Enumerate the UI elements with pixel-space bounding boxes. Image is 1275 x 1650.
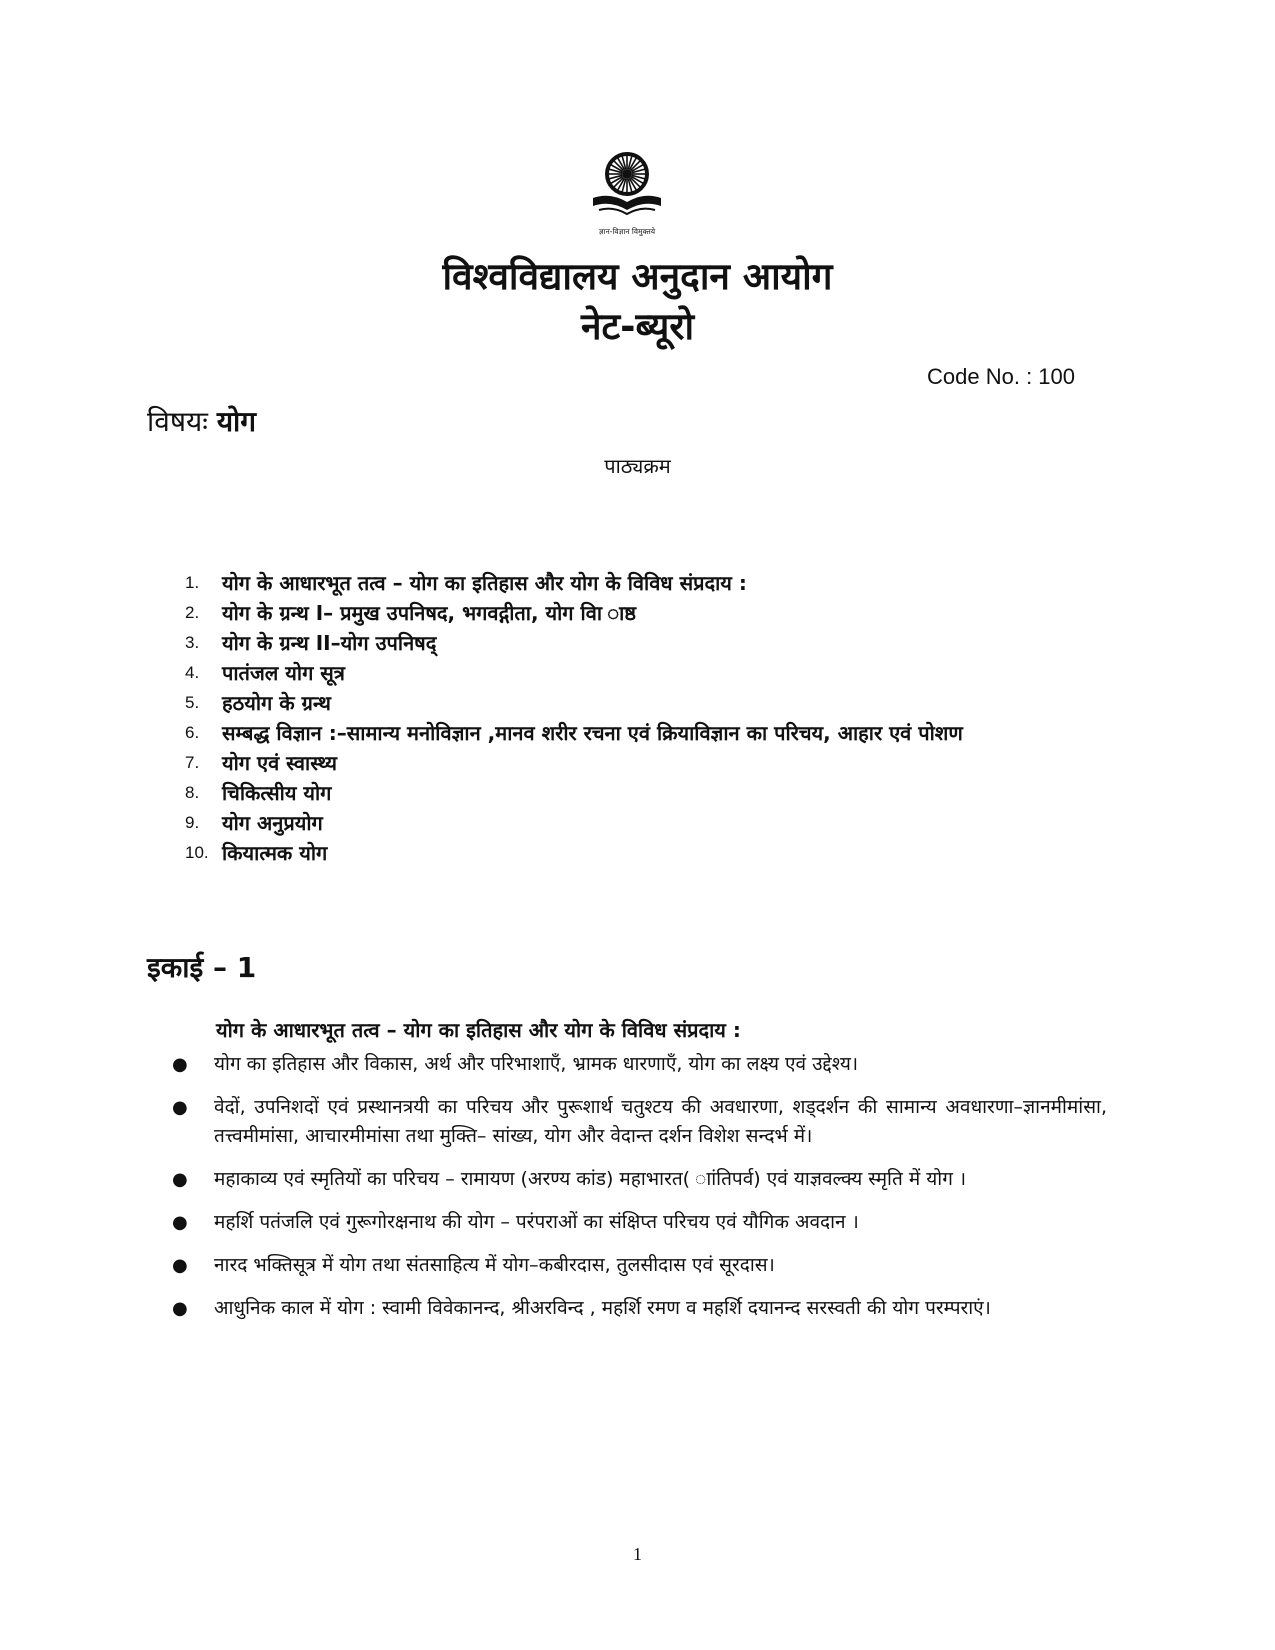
subject-value: योग <box>216 405 257 438</box>
outline-item <box>185 658 1105 688</box>
outline-number: 8. <box>185 783 200 802</box>
outline-item <box>185 688 1105 718</box>
ugc-logo <box>577 148 677 240</box>
topic-item <box>172 1251 1107 1280</box>
outline-item <box>185 568 1105 598</box>
outline-number: 7. <box>185 753 200 772</box>
bullet-icon: ● <box>172 1097 188 1118</box>
page-subtitle: नेट-ब्यूरो <box>580 305 695 348</box>
unit-subheading: योग के आधारभूत तत्व – योग का इतिहास और योग के विविध संप्रदाय : <box>216 1018 741 1042</box>
outline-text: योग के ग्रन्थ II–योग उपनिषद् <box>222 631 437 655</box>
topic-item <box>172 1165 1107 1194</box>
bullet-icon: ● <box>172 1054 188 1075</box>
topic-text: वेदों, उपनिशदों एवं प्रस्थानत्रयी का परिचय और पुरूशार्थ चतुश्टय की अवधारणा, शड्दर्शन की सामान्य अवधारणा–ज्ञानमीमांसा, तत्त्वमीमांसा, आचारमीमांसा तथा मुक्ति– सांख्य, योग और वेदान्त दर्शन विशेश सन्दर्भ में। <box>214 1096 1107 1147</box>
outline-text: कियात्मक योग <box>222 841 328 865</box>
topic-item <box>172 1294 1107 1323</box>
topic-item <box>172 1050 1107 1079</box>
outline-number: 3. <box>185 633 200 652</box>
syllabus-heading: पाठ्यक्रम <box>604 454 671 478</box>
outline-number: 9. <box>185 813 200 832</box>
bullet-icon: ● <box>172 1169 188 1190</box>
ugc-chakra-logo-icon <box>577 148 677 240</box>
outline-number: 1. <box>185 573 200 592</box>
outline-text: योग अनुप्रयोग <box>222 811 323 835</box>
outline-number: 5. <box>185 693 200 712</box>
outline-text: योग के आधारभूत तत्व – योग का इतिहास और योग के विविध संप्रदाय : <box>222 571 747 595</box>
outline-item <box>185 628 1105 658</box>
topic-text: महाकाव्य एवं स्मृतियों का परिचय – रामायण (अरण्य कांड) महाभारत( ाांतिपर्व) एवं याज्ञवल्क्य स्मृति में योग । <box>214 1168 967 1190</box>
code-number: Code No. : 100 <box>927 364 1075 389</box>
outline-text: योग के ग्रन्थ I– प्रमुख उपनिषद, भगवद्गीता, योग वाि ाष्ठ <box>222 601 637 625</box>
bullet-icon: ● <box>172 1298 188 1319</box>
topic-item <box>172 1093 1107 1151</box>
outline-item <box>185 598 1105 628</box>
syllabus-outline <box>185 568 1105 868</box>
outline-text: हठयोग के ग्रन्थ <box>222 691 331 715</box>
outline-text: पातंजल योग सूत्र <box>222 661 345 685</box>
outline-number: 2. <box>185 603 200 622</box>
subject-label: विषयः <box>147 405 208 438</box>
unit-topics <box>172 1050 1107 1337</box>
topic-text: आधुनिक काल में योग : स्वामी विवेकानन्द, श्रीअरविन्द , महर्शि रमण व महर्शि दयानन्द सरस्वती की योग परम्पराएं। <box>214 1297 991 1319</box>
outline-item <box>185 718 1105 748</box>
page-title: विश्वविद्यालय अनुदान आयोग <box>442 255 833 298</box>
outline-text: चिकित्सीय योग <box>222 781 332 805</box>
outline-number: 4. <box>185 663 200 682</box>
outline-item <box>185 808 1105 838</box>
topic-text: नारद भक्तिसूत्र में योग तथा संतसाहित्य में योग–कबीरदास, तुलसीदास एवं सूरदास। <box>214 1254 775 1276</box>
outline-item <box>185 838 1105 868</box>
topic-item <box>172 1208 1107 1237</box>
outline-item <box>185 748 1105 778</box>
topic-text: महर्शि पतंजलि एवं गुरूगोरक्षनाथ की योग – परंपराओं का संक्षिप्त परिचय एवं यौगिक अवदान । <box>214 1211 859 1233</box>
bullet-icon: ● <box>172 1212 188 1233</box>
page-number: 1 <box>633 1544 642 1564</box>
outline-text: योग एवं स्वास्थ्य <box>222 751 337 775</box>
outline-text: सम्बद्ध विज्ञान :–सामान्य मनोविज्ञान ,मानव शरीर रचना एवं क्रियाविज्ञान का परिचय, आहार एवं पोशण <box>222 721 963 745</box>
bullet-icon: ● <box>172 1255 188 1276</box>
topic-text: योग का इतिहास और विकास, अर्थ और परिभाशाएँ, भ्रामक धारणाएँ, योग का लक्ष्य एवं उद्देश्य। <box>214 1053 859 1075</box>
outline-number: 6. <box>185 723 200 742</box>
logo-motto: ज्ञान-विज्ञान विमुक्तये <box>598 227 656 236</box>
outline-item <box>185 778 1105 808</box>
subject-line <box>147 402 256 440</box>
unit-heading: इकाई – 1 <box>147 951 257 984</box>
outline-number: 10. <box>185 843 209 862</box>
